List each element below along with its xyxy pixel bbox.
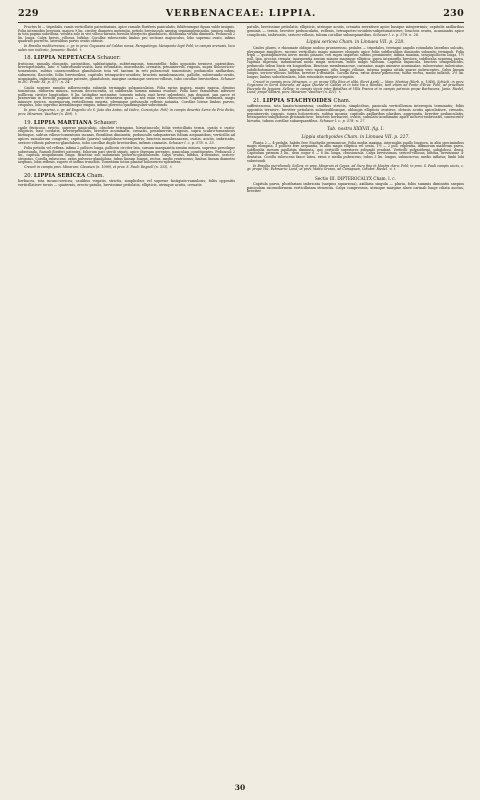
species-diagnosis: patulis, brevissime petiolatis, ellipticis, utrinque acutis, crenatis serratisve apice basique integerrimis; capitulis axillaribus geminis — ternis, breviter pedunculatis, reflexis, tetraquetro-ovoideis-subprismaticisve; bracteis ovatis, acuminatis apice complicato, imbricatis, sericeo-villosis, tubum corollae subaequantibus. Schauer l. c. p. 578. n. 26.	[247, 25, 464, 37]
locality-paragraph: In prov. Goyazensi, c. gr. ad Engenho do S. João das Antas, ad Isidro, Conceição: Pohl; in campis desertis Serra do Frio dictis, prov. Minarum: Vauthier (n. 409). ♄	[18, 108, 235, 117]
paragraph: Planta 2 — 4-pedalis, habitu fere Stachydis germanicae. Folia media maxima, internodiis paullo longiora, in aliis speciminibus magis elongata, 3 pollices fere aequantia, in aliis magis elliptica vel ovata, 1½ — 2 poll. explentia, infimorum madorum parva, subfloralia sursum paullatim diminuta, quo verticilli superiores subumbi evadunt. Verticilli polyanthemi, subglobosi, densi. Capitulum primum 3 lin., dein coque 6 — 8 lin. longa, crassiuscula. Calyx brevissimus, sericeo-villosus, bifidus, breviusime 4-dentatus. Corolla rubescens fauce lutea, extus e media pubescens; tubus 3 lin. longus, subincurvus, medio inflatus; limbi lobi subrotundi.	[247, 140, 464, 163]
locality-paragraph: In Brasilia mediterranea, c. gr. in prov. Goyazana ad Caldas novas, Paraguitinga, Meiaponte legit Pohl; in campis arenosis, loco salsis non indicato, Januario: Riedel. ♄	[18, 44, 235, 52]
locality-paragraph: Crescit in campis prov. Minarum, c. gr. prope Villa Rica et alibi, floret Aprili — Majo: Martius (Herb. n. 1046), Schüch; in prov. Goyazana in Serra Dourada, ad Aqua Quente et Caldas et in tota via a Rondão, tum etiam ad Ponte d'Erva: Pohl; ad praedium Fazenda da Jaguara: Sellow; in campis siccis inter Batalhas et Villa Franca et in campis petrosis prope Barbacena, Janio: Riedel, Lund; prope Sabará, prov. Minarum: Vauthier (n. 421). ♄	[247, 79, 464, 95]
two-column-body	[18, 26, 464, 196]
paragraph: Caulis superne ramulis inflorescentia subaeda terminatis subpaniculatus. Folia rarius majora, magis rugosa, densius tomentosa, rudiorem minora, sursum decrescentia, ut subfloralia summa minima evadunt. Folia haec ramulorum inferiore polllicem circiter longitudine, 8 lin. latitudine metiuntur, tomento induta sunt brevi splendenti, jam densiori, jam parce et praesertim in foveolis paginae inferae exili; nervi striaeneus quasi — sed enim venis rubescentes. Capitula straminea, magis minusve sericea, supremorum verticillorum exserta, plerumque pedunculis reflexis nutantia. Corollae luteae limbus parvus, crispulus, lobo supremo lateralibusque exiguis, infimo porrecto quadrangulari-subrotundo.	[18, 85, 235, 108]
species-diagnosis: herbacea, tota incano-sericea; caulibus virgatis, strictis, simplicibus vel superne fastigiato-ramulosis; foliis oppositis verticillatisve ternis — quaternis, erecto-patulis, brevissime petiolatis, ellipticis, utrinque acutis, crenatis	[18, 178, 235, 187]
right-column	[247, 26, 464, 196]
paragraph: Folia petiolis vel reflexa, infima 2 pollices longa, pollicem circiter lata, sursum inaequantia sensim minora, suprema persolique subrotunda. Ramuli floriferi patentes, foliorum pari sterili stipati, apice thyrsum gerentes, paniculam constituentes. Pedunculi 2 lin., capitula sesquilineam longa. Bracteae sub indumento pulverso-glandulosum. Calyx ovatus, bifidus, 4-dentatus, sericeo-strigosus. Corolla rubescens, extus pulverso-glandulosa; tubus lineam longus, rectus, medio ventricosus; limbus lineam diametro aequans, lobis reflexis, supero et infimo truncatis. Tomentum totius plantae holosericeo-splendens.	[18, 146, 235, 165]
paragraph: Caules plures, e rhizomate oblique nodoso pruenerosso, pedales — tripedales, teretagni angulis rotundatis lateribus sulcatis, plerumque simplices, racemo verticillato magis minusve elongato apice foliis subfloralibus diminutis subumbo terminali. Folia tripli — quintuplinervia nervo medio pinnato, reti supra impresso subtus prominente; infima maxima, sesquipollicem longa, 1½ poll. lata, grocius crenata; inaequentia sensim minora magisque elliptica; supra intemorillo breviora; subfloralia suprema parva, capitula superata; indumentum modo magis sericeum, modo magis villosum. Capitula linjuncula, bracteis semipellucidis, pedunculo tribus lineis vix longioribus. Bracteae membranaceae, carinatae, magis minusve acuminatae, subcereatae, imbricatae, subdichotomaeve, latae, inprimis vero margine, pilis longis villosae, interna pagina nitida sparse pubescentes. Calyx lineam longus, sericeo-villosus, bifidus, breviter 4-dentatus. Corolla flava, extus dense pubescens; tubus rectus, medio inflatus, 2½ lin. longus; limbus suborbicularis, lobis rotundatis margine crispatis.	[247, 46, 464, 79]
species-heading: 21. LIPPIA STACHYOIDES Cham.	[253, 97, 351, 104]
species-heading: 19. LIPPIA MARTIANA Schauer:	[24, 119, 118, 126]
locality-paragraph: In Brasilia meridionali: Sellow; in prov. Minarum et Goyaz, ad Ouro fino et Mostra clara: Pohl; in prov. S. Pauli campis siccis, c. gr. prope Ytú, Februario: Lund; et prov. Matto Grosso, ad Camapuan, Octobri: Riedel. ♃ ♄	[247, 163, 464, 172]
running-header	[18, 8, 464, 19]
species-diagnosis: fruticosa; ramulis elongatis, patentibus, subfastigiatis, subtetragonis, tomentellis; foliis oppositis ternisve, patentibus, breviopetiolatis, lato- v. subrotundo-ovatis, basi rotundatis, mucronatis, crenatis, penninerviis, rugosis, supra holosericeo-tomentosis, subtus canescentibus glandulosis tota vel tantum in reti pubescenti tomentosis; pedunculis axillaribus, subaeneis, flaccidis, foliis brevioribus; capitulis tetraquetro-ovoideis; bracteis membranaceis, pallidis, subrotundo-ovatis, acuminatis, imbricatis acumine patente, glandulosis, margine carinaque sericeo-villosis, tubo corollae brevioribus. Schauer in DC. Prodr. XI. p. 577. n. 24.	[18, 61, 236, 85]
page-number-left: 229	[18, 8, 39, 19]
species-diagnosis: suffrutescens, tota lanato-tomentosa; caulibus strictis, simplicibus, panicula verticillorum interrupta terminatis; foliis oppositis ternisve, breviter petiolatis subsessilibusque, oblongis ellipticis ovatisve, obtusis acutis apiculatisve, crenatis, penninerviis, rugosis, supra holosericeis, subtus incanis; capitulis axillaribus pluribus, aggregatis, breviter pedunculatis, tetraquetro-subglobosis prismaticisve; bracteis herbaceis, ovatis, subulato-acuminatis apice incurvo-imbricatis, canescenti-hirsutis, tubum corollae subaequantibus. Schauer l. c. p. 578. n. 27.	[247, 104, 464, 124]
plate-reference: Tab. nostra XXXVII. fig. I.	[327, 126, 384, 132]
synonym-citation: Lippia sericea Cham. in Linnaea VII. p. 228.	[306, 40, 405, 46]
species-heading: 20. LIPPIA SERICEA Cham.	[24, 172, 105, 179]
locality-paragraph: Crescit in campis prov. Minarum: Claussen (n. 1098), et prov. S. Pauli: Regnell (n. 333). ♄	[24, 165, 173, 170]
species-heading: 18. LIPPIA NEPETACEA Schauer:	[24, 55, 121, 62]
footer-page-number: 30	[234, 783, 246, 792]
running-title: VERBENACEAE: LIPPIA.	[165, 8, 317, 19]
page-number-right: 230	[443, 8, 464, 19]
synonym-citation: Lippia stachyoides Cham. in Linnaea VII. p. 227.	[301, 134, 410, 140]
paragraph: Capitula parva, plurifariam imbricata (saepius squarrosa), axillaria singula — pluria, foliis summis diminutis saepius paniculam racemiformem verticillatam struentia. Calyx compressus, utrinque margine alave carinali longe ciliata auctus, breviter	[247, 181, 464, 194]
section-heading: Sectio III. DIPTEROCALYX Cham. l. c.	[315, 175, 396, 181]
paragraph: Fructus bi — tripedalis, ramis verticillatis patentissimis, apice ramulis floriferis paniculatis, foliiferumque figura valde insignis. Folia internodiis breviora, majora 9 lin. circiter diametro metientia, petiolo breviusculo saepius semiamplexicaulia, juniora subtus in tota pagina subvillosa, vetusta sole in vivi villoso-hirsuta foveolis interjectis glanduloris, subfloralia viridia diminuta. Pedunculi 2 lin. longa. Calyx brevis, villosus, bifidus. Corollae rubescentis limbus pro sectione majusculus, lobo supremo ovato, infimo quadrato porrecto, lateralibus parvis ovatis obtusis.	[18, 25, 235, 44]
species-diagnosis: caule fruticoso, erecto, superne paniculato, obsolete tetragono, hirsutiusculo; foliis verticillatis ternis, ovatis v. ovato-ellipticis, basi cordatis, breviwpetiolatis, breviter acuminatis, crenatis, penninerviis, rugosis, supra scabro-tomentosis hirtisque, subtus villoso-tomentosis incanis, floralibus diminutis; pedunculis subquaternis folium aequantibus; verticillis ad apices ramulorum congestis; capitulis (parvis) subglobose-tetraquetris; bracteis membranaceis, ovatis, acutis, imbricatis, sericeo-villosis pulverso-glanduloso, tubo corollae duplo brevioribus, infimis connatis. Schauer l. c. p. 578. n. 25.	[18, 125, 235, 145]
left-column	[18, 26, 235, 196]
header-rule	[18, 22, 464, 23]
